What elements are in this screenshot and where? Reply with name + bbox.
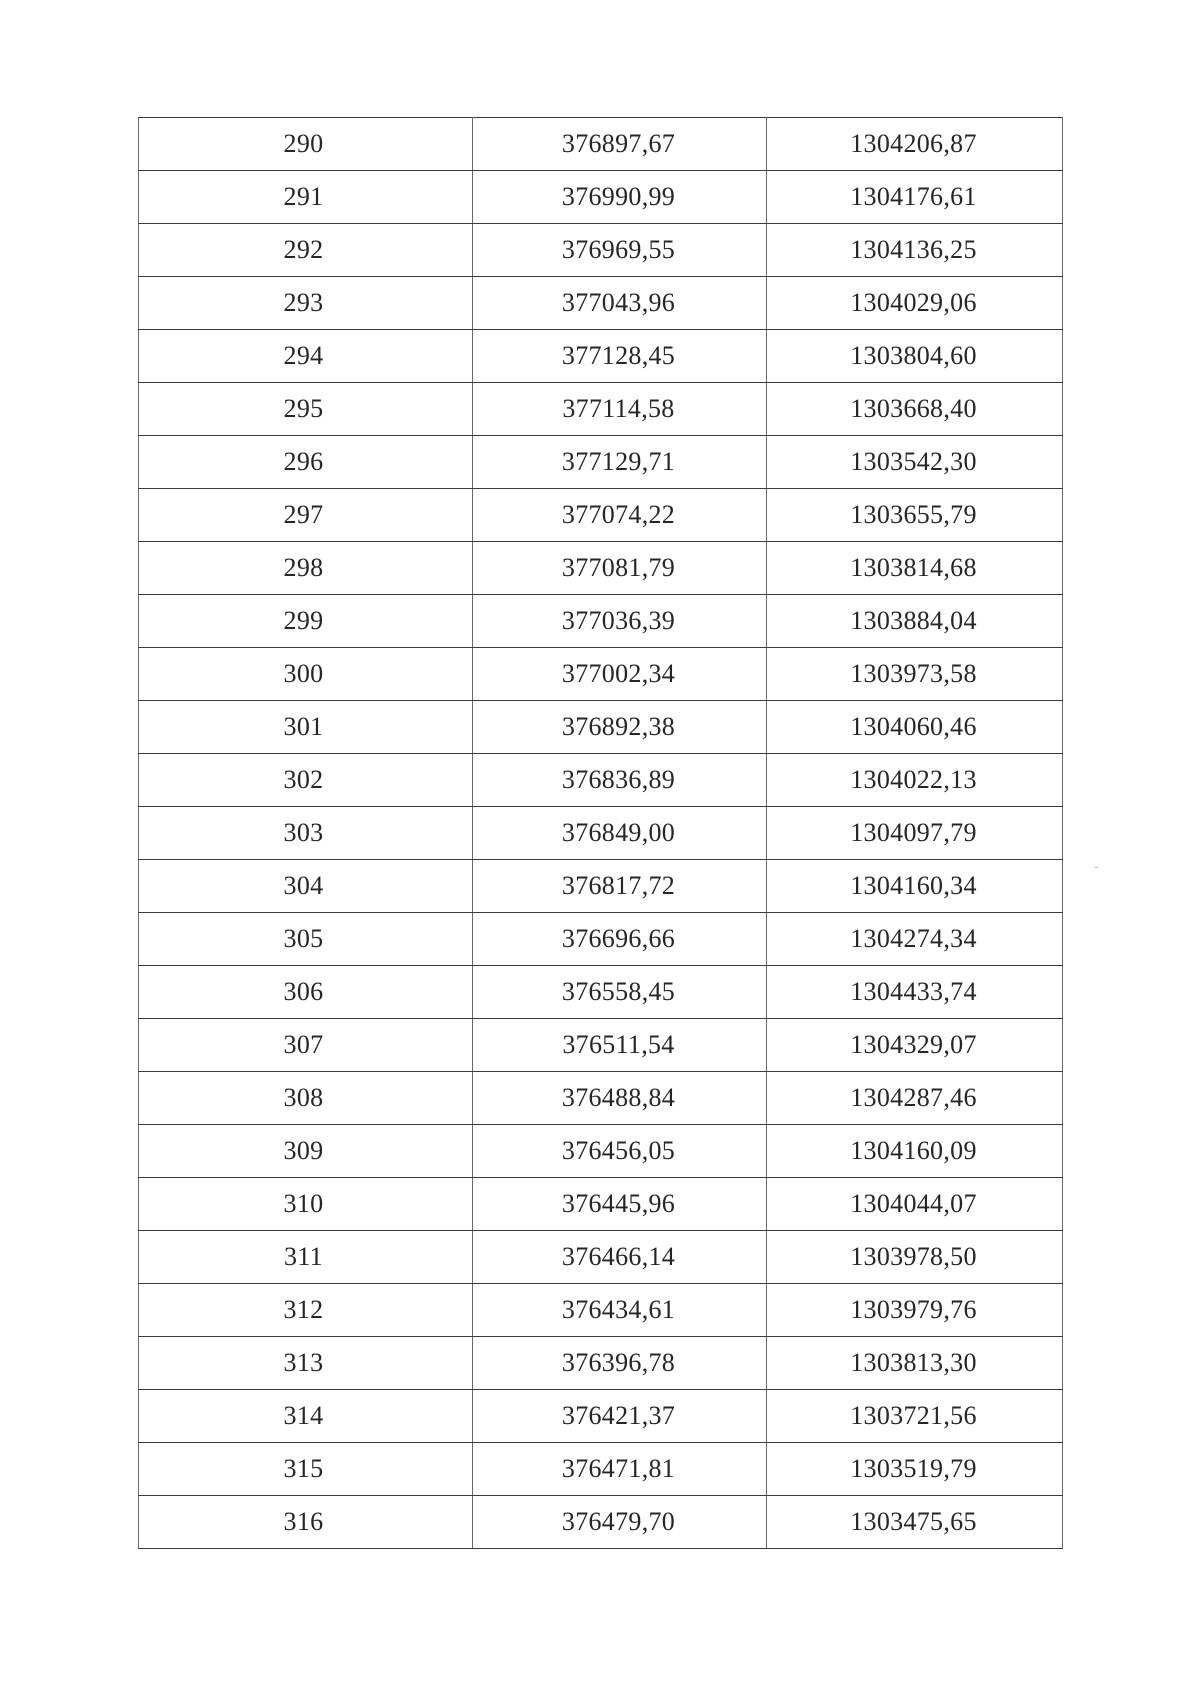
point-number-cell: 290	[139, 118, 473, 171]
table-row	[139, 860, 1063, 913]
table-row	[139, 383, 1063, 436]
y-coordinate-cell: 1303475,65	[767, 1496, 1063, 1549]
point-number-cell: 311	[139, 1231, 473, 1284]
table-row	[139, 489, 1063, 542]
table-row	[139, 966, 1063, 1019]
point-number-cell: 305	[139, 913, 473, 966]
point-number-cell: 301	[139, 701, 473, 754]
point-number-cell: 312	[139, 1284, 473, 1337]
x-coordinate-cell: 376488,84	[473, 1072, 767, 1125]
table-row	[139, 1125, 1063, 1178]
table-row	[139, 754, 1063, 807]
y-coordinate-cell: 1303519,79	[767, 1443, 1063, 1496]
y-coordinate-cell: 1304029,06	[767, 277, 1063, 330]
point-number-cell: 295	[139, 383, 473, 436]
x-coordinate-cell: 377036,39	[473, 595, 767, 648]
table-row	[139, 807, 1063, 860]
table-row	[139, 1496, 1063, 1549]
x-coordinate-cell: 376466,14	[473, 1231, 767, 1284]
point-number-cell: 309	[139, 1125, 473, 1178]
x-coordinate-cell: 376897,67	[473, 118, 767, 171]
table-row	[139, 1284, 1063, 1337]
y-coordinate-cell: 1303804,60	[767, 330, 1063, 383]
x-coordinate-cell: 376990,99	[473, 171, 767, 224]
point-number-cell: 297	[139, 489, 473, 542]
x-coordinate-cell: 376558,45	[473, 966, 767, 1019]
table-row	[139, 913, 1063, 966]
x-coordinate-cell: 377129,71	[473, 436, 767, 489]
point-number-cell: 291	[139, 171, 473, 224]
point-number-cell: 302	[139, 754, 473, 807]
table-row	[139, 542, 1063, 595]
x-coordinate-cell: 376445,96	[473, 1178, 767, 1231]
table-row	[139, 1231, 1063, 1284]
y-coordinate-cell: 1304329,07	[767, 1019, 1063, 1072]
y-coordinate-cell: 1303978,50	[767, 1231, 1063, 1284]
point-number-cell: 298	[139, 542, 473, 595]
y-coordinate-cell: 1304160,09	[767, 1125, 1063, 1178]
x-coordinate-cell: 376696,66	[473, 913, 767, 966]
y-coordinate-cell: 1303542,30	[767, 436, 1063, 489]
x-coordinate-cell: 376511,54	[473, 1019, 767, 1072]
point-number-cell: 300	[139, 648, 473, 701]
point-number-cell: 314	[139, 1390, 473, 1443]
y-coordinate-cell: 1304160,34	[767, 860, 1063, 913]
x-coordinate-cell: 376479,70	[473, 1496, 767, 1549]
table-row	[139, 118, 1063, 171]
x-coordinate-cell: 376434,61	[473, 1284, 767, 1337]
point-number-cell: 304	[139, 860, 473, 913]
table-row	[139, 1178, 1063, 1231]
point-number-cell: 303	[139, 807, 473, 860]
x-coordinate-cell: 377114,58	[473, 383, 767, 436]
x-coordinate-cell: 377002,34	[473, 648, 767, 701]
point-number-cell: 308	[139, 1072, 473, 1125]
y-coordinate-cell: 1303668,40	[767, 383, 1063, 436]
y-coordinate-cell: 1304136,25	[767, 224, 1063, 277]
coordinates-table	[138, 117, 1063, 1549]
y-coordinate-cell: 1303979,76	[767, 1284, 1063, 1337]
table-row	[139, 595, 1063, 648]
table-row	[139, 330, 1063, 383]
x-coordinate-cell: 376471,81	[473, 1443, 767, 1496]
x-coordinate-cell: 376421,37	[473, 1390, 767, 1443]
x-coordinate-cell: 377081,79	[473, 542, 767, 595]
point-number-cell: 299	[139, 595, 473, 648]
table-row	[139, 1337, 1063, 1390]
y-coordinate-cell: 1304060,46	[767, 701, 1063, 754]
x-coordinate-cell: 377074,22	[473, 489, 767, 542]
point-number-cell: 306	[139, 966, 473, 1019]
x-coordinate-cell: 376836,89	[473, 754, 767, 807]
point-number-cell: 296	[139, 436, 473, 489]
y-coordinate-cell: 1304044,07	[767, 1178, 1063, 1231]
x-coordinate-cell: 376892,38	[473, 701, 767, 754]
y-coordinate-cell: 1303814,68	[767, 542, 1063, 595]
coordinates-table-body	[139, 118, 1063, 1549]
x-coordinate-cell: 376396,78	[473, 1337, 767, 1390]
y-coordinate-cell: 1304097,79	[767, 807, 1063, 860]
y-coordinate-cell: 1304433,74	[767, 966, 1063, 1019]
table-row	[139, 648, 1063, 701]
x-coordinate-cell: 376969,55	[473, 224, 767, 277]
y-coordinate-cell: 1303884,04	[767, 595, 1063, 648]
y-coordinate-cell: 1304206,87	[767, 118, 1063, 171]
table-row	[139, 1443, 1063, 1496]
point-number-cell: 293	[139, 277, 473, 330]
table-row	[139, 1390, 1063, 1443]
y-coordinate-cell: 1304274,34	[767, 913, 1063, 966]
x-coordinate-cell: 376456,05	[473, 1125, 767, 1178]
y-coordinate-cell: 1303721,56	[767, 1390, 1063, 1443]
point-number-cell: 310	[139, 1178, 473, 1231]
y-coordinate-cell: 1303813,30	[767, 1337, 1063, 1390]
x-coordinate-cell: 377043,96	[473, 277, 767, 330]
y-coordinate-cell: 1304022,13	[767, 754, 1063, 807]
point-number-cell: 313	[139, 1337, 473, 1390]
table-row	[139, 1019, 1063, 1072]
table-row	[139, 277, 1063, 330]
point-number-cell: 316	[139, 1496, 473, 1549]
x-coordinate-cell: 376817,72	[473, 860, 767, 913]
point-number-cell: 315	[139, 1443, 473, 1496]
table-row	[139, 171, 1063, 224]
point-number-cell: 294	[139, 330, 473, 383]
point-number-cell: 307	[139, 1019, 473, 1072]
x-coordinate-cell: 376849,00	[473, 807, 767, 860]
point-number-cell: 292	[139, 224, 473, 277]
table-row	[139, 224, 1063, 277]
y-coordinate-cell: 1303973,58	[767, 648, 1063, 701]
y-coordinate-cell: 1304176,61	[767, 171, 1063, 224]
table-row	[139, 1072, 1063, 1125]
table-row	[139, 701, 1063, 754]
y-coordinate-cell: 1303655,79	[767, 489, 1063, 542]
x-coordinate-cell: 377128,45	[473, 330, 767, 383]
table-row	[139, 436, 1063, 489]
y-coordinate-cell: 1304287,46	[767, 1072, 1063, 1125]
scan-speck	[1095, 867, 1098, 868]
